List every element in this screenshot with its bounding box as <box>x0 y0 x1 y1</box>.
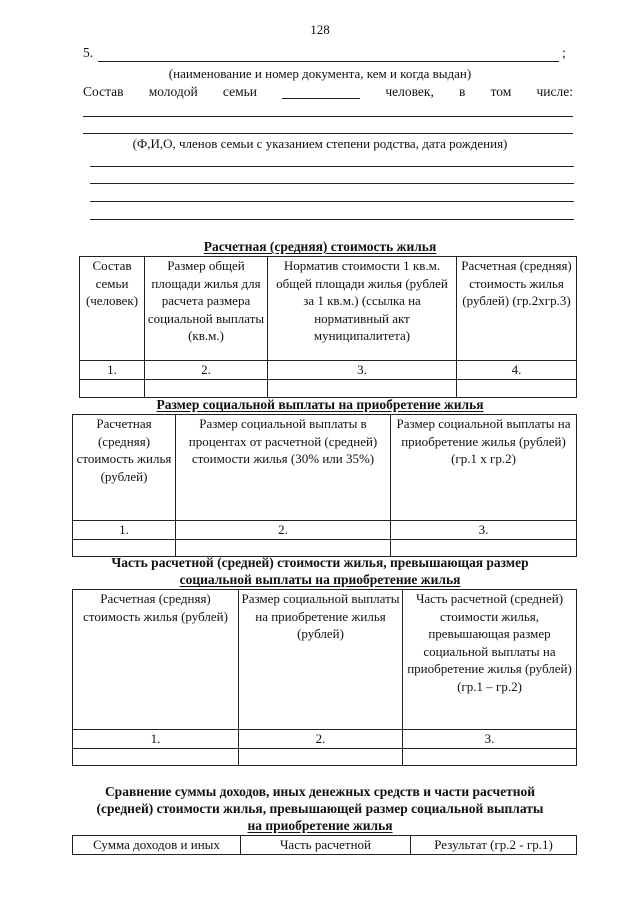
table1-cell <box>80 379 145 397</box>
family-word-3: семьи <box>222 84 257 99</box>
family-blank-line-4 <box>90 183 574 184</box>
family-tail-3: том <box>490 84 512 99</box>
table4 <box>72 835 577 855</box>
family-tail-4: числе: <box>536 84 573 99</box>
document-caption: (наименование и номер документа, кем и когда выдан) <box>168 66 472 81</box>
table2-cell <box>176 539 391 556</box>
table1-header-4: Расчетная (средняя) стоимость жилья (рублей) (гр.2хгр.3) <box>457 257 577 361</box>
table4-title-line1: Сравнение суммы доходов, иных денежных средств и части расчетной <box>104 784 536 799</box>
table3-cell <box>403 748 577 765</box>
table1-number-1: 1. <box>80 361 145 380</box>
family-composition-line <box>83 84 573 100</box>
table3-number-3: 3. <box>403 730 577 749</box>
table4-title-line2: (средней) стоимости жилья, превышающей размер социальной выплаты <box>96 801 544 816</box>
family-tail-2: в <box>459 84 466 99</box>
table1-number-4: 4. <box>457 361 577 380</box>
page-number: 128 <box>310 22 330 37</box>
table1-number-2: 2. <box>145 361 268 380</box>
table3-header-2: Размер социальной выплаты на приобретение жилья (рублей) <box>239 590 403 730</box>
family-word-1: Состав <box>83 84 124 99</box>
table4-header-2: Часть расчетной <box>241 836 411 855</box>
member-count-blank <box>282 84 360 99</box>
table2-number-3: 3. <box>391 521 577 540</box>
table1-number-3: 3. <box>268 361 457 380</box>
table2-number-2: 2. <box>176 521 391 540</box>
family-blank-line-5 <box>90 201 574 202</box>
table1-header-3: Норматив стоимости 1 кв.м. общей площади жилья (рублей за 1 кв.м.) (ссылка на нормативный акт муниципалитета) <box>268 257 457 361</box>
table3-cell <box>239 748 403 765</box>
item-number: 5. <box>83 45 94 60</box>
table2-cell <box>391 539 577 556</box>
table3-header-3: Часть расчетной (средней) стоимости жилья, превышающая размер социальной выплаты на приобретение жилья (рублей) (гр.1 – гр.2) <box>403 590 577 730</box>
table3-number-1: 1. <box>73 730 239 749</box>
table1 <box>79 256 577 398</box>
family-blank-line-6 <box>90 219 574 220</box>
table3-cell <box>73 748 239 765</box>
family-blank-line-2 <box>83 133 573 134</box>
table4-title-line3: на приобретение жилья <box>247 818 393 833</box>
table2 <box>72 414 577 557</box>
table2-title: Размер социальной выплаты на приобретение жилья <box>156 397 484 412</box>
item-end-mark: ; <box>562 45 566 60</box>
family-caption: (Ф,И,О, членов семьи с указанием степени родства, дата рождения) <box>132 136 508 151</box>
table4-header-1: Сумма доходов и иных <box>73 836 241 855</box>
table3 <box>72 589 577 766</box>
table1-title: Расчетная (средняя) стоимость жилья <box>203 239 437 254</box>
table3-number-2: 2. <box>239 730 403 749</box>
table2-header-1: Расчетная (средняя) стоимость жилья (рублей) <box>73 415 176 521</box>
table2-header-2: Размер социальной выплаты в процентах от расчетной (средней) стоимости жилья (30% или 35%) <box>176 415 391 521</box>
table2-cell <box>73 539 176 556</box>
table1-cell <box>268 379 457 397</box>
table2-header-3: Размер социальной выплаты на приобретение жилья (рублей) (гр.1 х гр.2) <box>391 415 577 521</box>
table4-header-3: Результат (гр.2 - гр.1) <box>411 836 577 855</box>
table1-cell <box>457 379 577 397</box>
family-blank-line-3 <box>90 166 574 167</box>
table2-number-1: 1. <box>73 521 176 540</box>
table3-title-line1: Часть расчетной (средней) стоимости жилья, превышающая размер <box>111 555 529 570</box>
table1-header-2: Размер общей площади жилья для расчета размера социальной выплаты (кв.м.) <box>145 257 268 361</box>
table1-header-1: Состав семьи (человек) <box>80 257 145 361</box>
family-word-2: молодой <box>148 84 198 99</box>
table1-cell <box>145 379 268 397</box>
family-blank-line-1 <box>83 116 573 117</box>
family-tail-1: человек, <box>385 84 434 99</box>
document-blank-line <box>98 61 559 62</box>
table3-header-1: Расчетная (средняя) стоимость жилья (рублей) <box>73 590 239 730</box>
table3-title-line2: социальной выплаты на приобретение жилья <box>179 572 461 587</box>
